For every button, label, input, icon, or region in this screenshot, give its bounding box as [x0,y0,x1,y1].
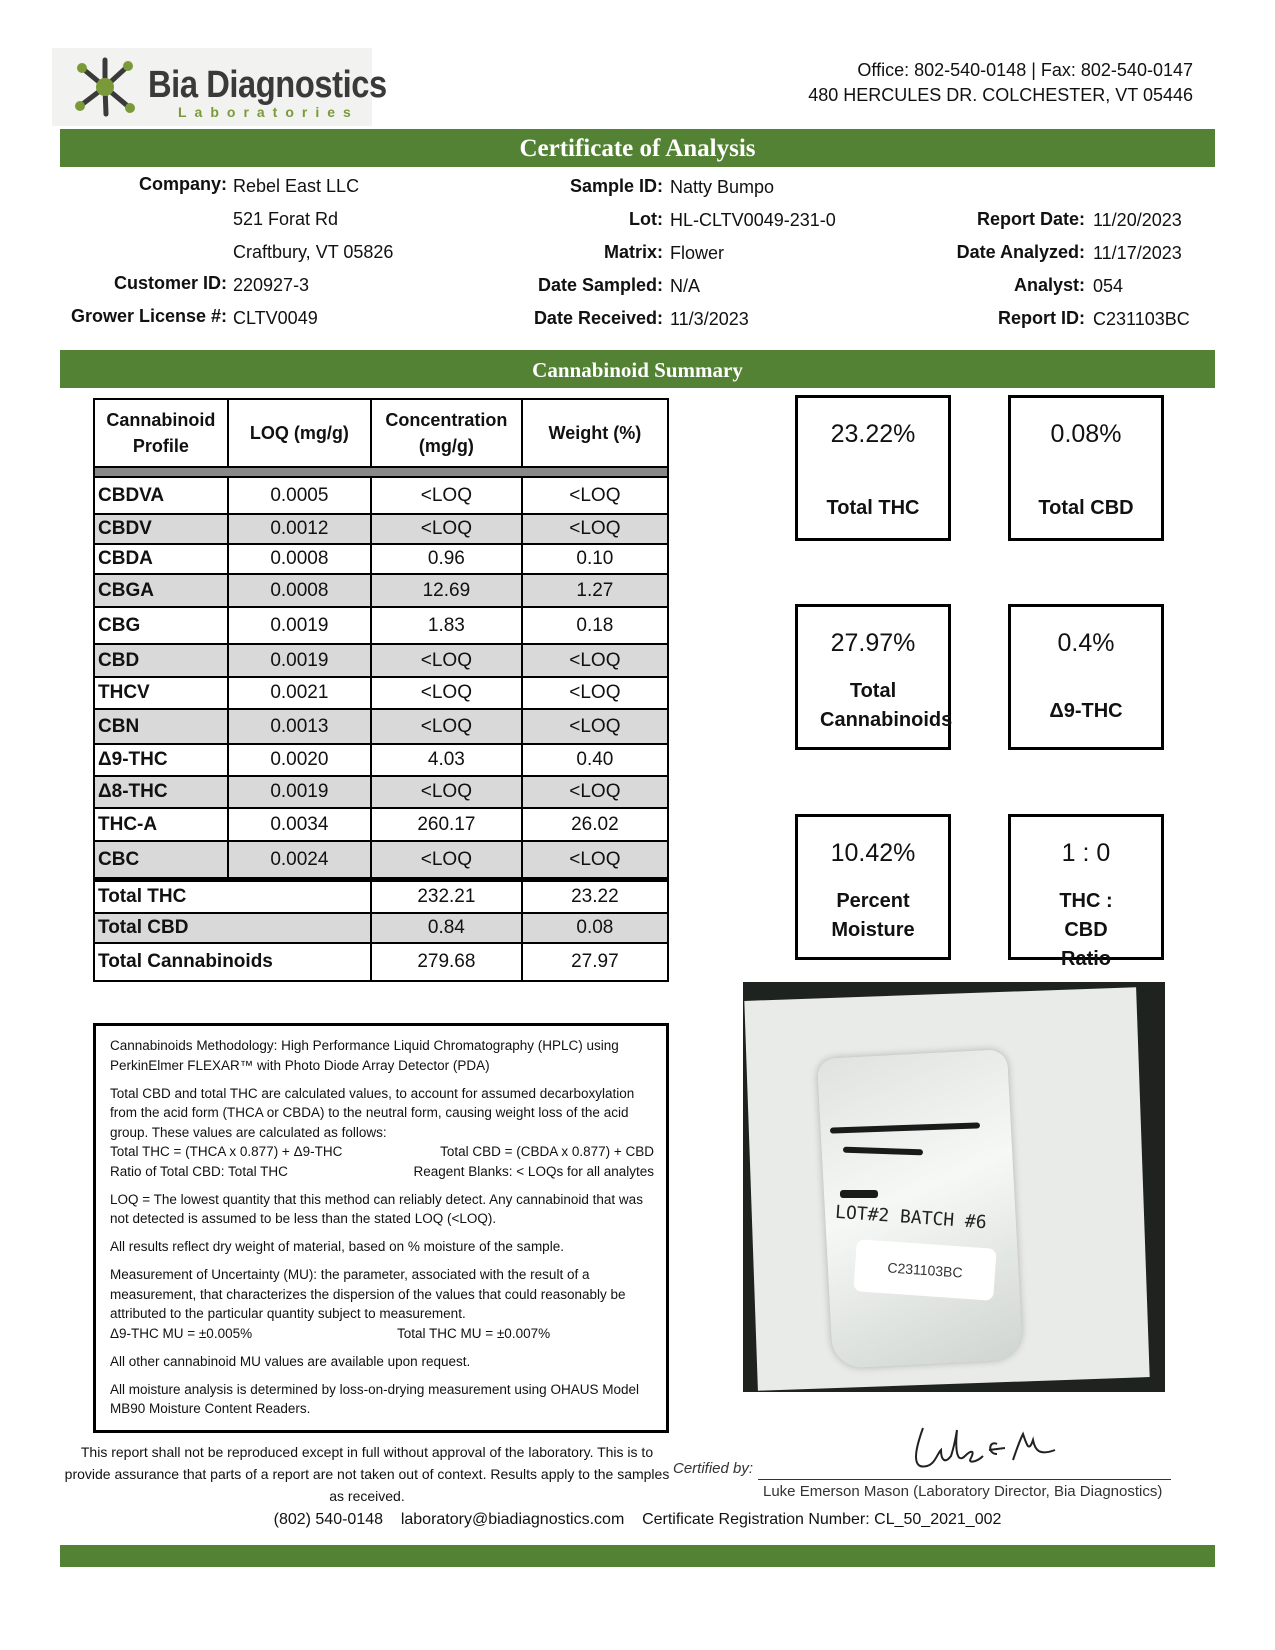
reagent-blanks: Reagent Blanks: < LOQs for all analytes [413,1163,654,1179]
certified-by: Certified by: [673,1460,754,1477]
company-name: Rebel East LLC [233,176,360,196]
date-sampled: N/A [670,276,701,296]
row-concentration: 1.83 [371,607,522,644]
row-concentration: 0.96 [371,544,522,574]
row-weight: <LOQ [522,514,668,544]
row-loq: 0.0019 [228,644,371,677]
row-cannabinoid: CBN [94,709,228,744]
total-weight: 0.08 [522,913,668,943]
row-cannabinoid: Δ9-THC [94,744,228,776]
row-cannabinoid: CBGA [94,574,228,607]
footer-band [60,1545,1215,1567]
method-p4: All results reflect dry weight of material, based on % moisture of the sample. [110,1239,564,1254]
row-concentration: <LOQ [371,776,522,808]
row-loq: 0.0020 [228,744,371,776]
row-cannabinoid: CBG [94,607,228,644]
row-loq: 0.0012 [228,514,371,544]
row-loq: 0.0024 [228,841,371,880]
footer-registration: Certificate Registration Number: CL_50_2021_002 [642,1511,1002,1528]
disclaimer: This report shall not be reproduced except in full without approval of the laboratory. This is to provide assurance that parts of a report are not taken out of context. Results apply to the samples as received. [64,1444,670,1504]
summary-label: THC : CBD Ratio [1059,890,1113,970]
row-concentration: 260.17 [371,808,522,841]
row-concentration: <LOQ [371,644,522,677]
total-concentration: 232.21 [371,880,522,914]
row-concentration: <LOQ [371,514,522,544]
row-weight: 26.02 [522,808,668,841]
formula-row [110,1142,654,1162]
sample-photo [743,982,1165,1392]
date-sampled-label: Date Sampled: [537,275,663,295]
summary-label: Percent Moisture [831,890,915,941]
office-line: Office: 802-540-0148 | Fax: 802-540-0147 [857,60,1193,80]
formula-cbd: Total CBD = (CBDA x 0.877) + CBD [440,1144,654,1159]
lab-contact [808,58,1193,108]
analyst: 054 [1093,276,1124,296]
mu-total: Total THC MU = ±0.007% [397,1325,551,1341]
company-city: Craftbury, VT 05826 [233,242,394,262]
page-title: Certificate of Analysis [60,129,1215,167]
formula-thc: Total THC = (THCA x 0.877) + Δ9-THC [110,1144,343,1159]
sample-id: Natty Bumpo [670,177,775,197]
row-weight: <LOQ [522,776,668,808]
date-analyzed: 11/17/2023 [1093,243,1182,263]
header-concentration: Concentration (mg/g) [371,399,522,467]
analyst-label: Analyst: [1013,275,1085,295]
row-concentration: <LOQ [371,477,522,514]
row-loq: 0.0005 [228,477,371,514]
ratio-row [110,1162,654,1182]
row-cannabinoid: THCV [94,677,228,709]
row-weight: <LOQ [522,677,668,709]
handwritten-lot: LOT#2 BATCH #6 [834,1201,988,1234]
matrix: Flower [670,243,725,263]
total-row [94,880,668,914]
date-received: 11/3/2023 [670,309,749,329]
signature-line [758,1479,1171,1480]
cannabinoid-table [93,398,669,982]
row-weight: <LOQ [522,477,668,514]
summary-total-cbd [1008,395,1164,541]
summary-label: Total CBD [1038,497,1134,519]
row-concentration: <LOQ [371,677,522,709]
row-concentration: 12.69 [371,574,522,607]
row-weight: 1.27 [522,574,668,607]
total-concentration: 279.68 [371,943,522,981]
sample-id-label: Sample ID: [569,176,663,196]
row-concentration: 4.03 [371,744,522,776]
row-cannabinoid: CBC [94,841,228,880]
total-concentration: 0.84 [371,913,522,943]
row-weight: 0.10 [522,544,668,574]
row-weight: 0.18 [522,607,668,644]
date-received-label: Date Received: [533,308,663,328]
date-analyzed-label: Date Analyzed: [956,242,1085,262]
row-loq: 0.0019 [228,776,371,808]
footer-phone: (802) 540-0148 [273,1511,384,1528]
row-loq: 0.0034 [228,808,371,841]
method-p1: Cannabinoids Methodology: High Performance Liquid Chromatography (HPLC) using PerkinElmer FLEXAR™ with Photo Diode Array Detector (PDA) [110,1038,619,1073]
company-street: 521 Forat Rd [233,209,339,229]
row-weight: <LOQ [522,709,668,744]
total-label: Total CBD [94,913,371,943]
row-weight: <LOQ [522,644,668,677]
matrix-label: Matrix: [603,242,663,262]
summary-value: 1 : 0 [1061,839,1111,867]
summary-value: 0.4% [1057,629,1115,657]
table-header [94,399,668,467]
molecule-logo-icon [70,54,140,120]
company-label: Company: [138,174,227,194]
footer-email[interactable]: laboratory@biadiagnostics.com [400,1511,625,1528]
summary-d9-thc [1008,604,1164,750]
row-cannabinoid: Δ8-THC [94,776,228,808]
row-cannabinoid: CBDA [94,544,228,574]
table-row [94,709,668,744]
grower-label: Grower License #: [70,306,227,326]
table-row [94,644,668,677]
row-loq: 0.0019 [228,607,371,644]
table-row [94,607,668,644]
lab-subtitle: Laboratories [178,104,359,120]
customer-id: 220927-3 [233,275,310,295]
row-cannabinoid: CBDVA [94,477,228,514]
summary-total-thc [795,395,951,541]
grower-license: CLTV0049 [233,308,318,328]
table-row [94,744,668,776]
signature [905,1420,1065,1478]
row-cannabinoid: CBDV [94,514,228,544]
report-date: 11/20/2023 [1093,210,1182,230]
lot-label: Lot: [629,209,663,229]
table-row [94,776,668,808]
report-id-label: Report ID: [998,308,1085,328]
address-line: 480 HERCULES DR. COLCHESTER, VT 05446 [808,85,1193,105]
methodology-box [93,1023,669,1433]
row-weight: 0.40 [522,744,668,776]
row-cannabinoid: CBD [94,644,228,677]
total-label: Total THC [94,880,371,914]
total-weight: 27.97 [522,943,668,981]
total-row [94,943,668,981]
total-label: Total Cannabinoids [94,943,371,981]
footer [0,1511,1275,1529]
method-p3: LOQ = The lowest quantity that this method can reliably detect. Any cannabinoid that was not detected is assumed to be less than the stated LOQ (<LOQ). [110,1191,643,1226]
ratio-text: Ratio of Total CBD: Total THC [110,1163,288,1179]
summary-label: Δ9-THC [1049,700,1123,722]
row-concentration: <LOQ [371,709,522,744]
row-loq: 0.0008 [228,574,371,607]
header-separator [94,467,668,477]
summary-value: 10.42% [830,839,916,867]
signer-name: Luke Emerson Mason (Laboratory Director, Bia Diagnostics) [763,1483,1163,1500]
table-row [94,477,668,514]
method-p5: Measurement of Uncertainty (MU): the parameter, associated with the result of a measurement, that characterizes the dispersion of the values that could reasonably be attributed to the particular quantity subject to measurement. [110,1267,626,1321]
summary-title: Cannabinoid Summary [60,350,1215,388]
table-row [94,514,668,544]
summary-ratio [1008,814,1164,970]
summary-value: 23.22% [830,420,916,448]
row-loq: 0.0008 [228,544,371,574]
table-row [94,841,668,880]
row-weight: <LOQ [522,841,668,880]
report-date-label: Report Date: [976,209,1085,229]
header-loq: LOQ (mg/g) [228,399,371,467]
summary-moisture [795,814,951,960]
table-row [94,544,668,574]
row-loq: 0.0021 [228,677,371,709]
table-row [94,677,668,709]
row-cannabinoid: THC-A [94,808,228,841]
total-weight: 23.22 [522,880,668,914]
summary-label: Total Cannabinoids [820,680,953,731]
table-row [94,808,668,841]
method-p7: All moisture analysis is determined by loss-on-drying measurement using OHAUS Model MB90 Moisture Content Readers. [110,1381,639,1416]
lab-name: Bia Diagnostics [148,64,387,106]
method-p2: Total CBD and total THC are calculated values, to account for assumed decarboxylation from the acid form (THCA or CBDA) to the neutral form, causing weight loss of the acid group. These values are calculated as follows: [110,1085,635,1140]
sample-label: C231103BC [853,1239,996,1301]
header-weight: Weight (%) [522,399,668,467]
mu-d9: Δ9-THC MU = ±0.005% [110,1325,253,1341]
mu-row [110,1324,654,1344]
method-p6: All other cannabinoid MU values are available upon request. [110,1353,471,1369]
row-loq: 0.0013 [228,709,371,744]
summary-total-cannabinoids [795,604,951,750]
table-row [94,574,668,607]
customer-id-label: Customer ID: [113,273,227,293]
header-profile: Cannabinoid Profile [94,399,228,467]
total-row [94,913,668,943]
redacted-scribble [840,1190,878,1198]
summary-value: 27.97% [830,629,916,657]
summary-label: Total THC [826,497,920,519]
report-id: C231103BC [1093,309,1190,329]
row-concentration: <LOQ [371,841,522,880]
summary-value: 0.08% [1050,420,1122,448]
lot: HL-CLTV0049-231-0 [670,210,836,230]
